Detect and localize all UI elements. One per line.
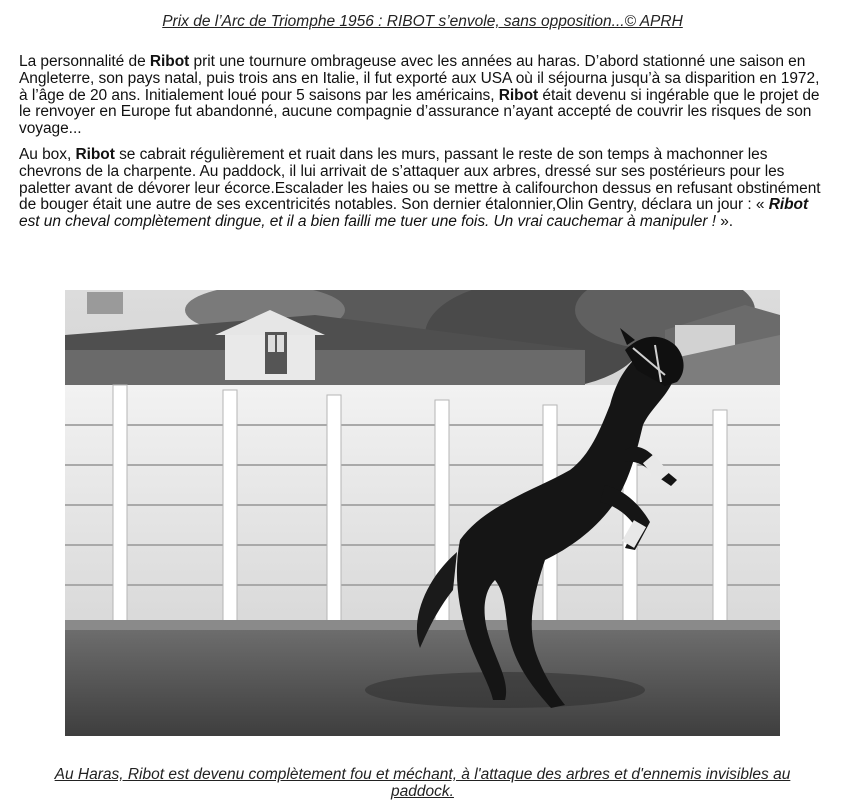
- text-run: ».: [715, 213, 734, 231]
- text-run: était devenu si ingérable que le projet de le renvoyer en Europe fut abandonné, aucune compagnie d’assurance n’ayant accepté de couvrir les risques de son voyage...: [19, 86, 820, 138]
- quote-text: est un cheval complètement dingue, et il a bien failli me tuer une fois. Un vrai cauchemar à manipuler !: [19, 213, 716, 231]
- photo-caption-bottom: Au Haras, Ribot est devenu complètement fou et méchant, à l'attaque des arbres et d'ennemis invisibles au paddock.: [54, 766, 791, 800]
- text-run: La personnalité de: [19, 53, 150, 70]
- text-run: prit une tournure ombrageuse avec les années au haras. D’abord stationné une saison en Angleterre, son pays natal, puis trois ans en Italie, il fut exporté aux USA où il séjourna jusqu’à sa disparition en 1972, à l’âge de 20 ans. Initialement loué pour 5 saisons par les américains,: [19, 53, 820, 104]
- rearing-horse-photo: [65, 290, 780, 736]
- article-body: [19, 54, 829, 240]
- bold-name: Ribot: [498, 86, 539, 104]
- text-run: Au box,: [19, 145, 76, 163]
- photo-illustration: [65, 290, 780, 736]
- photo-caption-top: Prix de l’Arc de Triomphe 1956 : RIBOT s’envole, sans opposition...© APRH: [162, 13, 683, 30]
- text-run: se cabrait régulièrement et ruait dans les murs, passant le reste de son temps à machonner les chevrons de la charpente. Au paddock, il lui arrivait de s’attaquer aux arbres, dressé sur ses postérieurs pour les paletter avant de dévorer leur écorce.Escalader les haies ou se mettre à califourchon dessus en refusant obstinément de bouger était une autre de ses excentricités notables. Son dernier étalonnier,Olin Gentry, déclara un jour : «: [19, 145, 821, 214]
- bold-name: Ribot: [149, 53, 190, 70]
- bold-name: Ribot: [75, 145, 115, 163]
- paragraph-2: [19, 147, 829, 231]
- bold-name: Ribot: [768, 196, 809, 214]
- paragraph-1: [19, 54, 829, 138]
